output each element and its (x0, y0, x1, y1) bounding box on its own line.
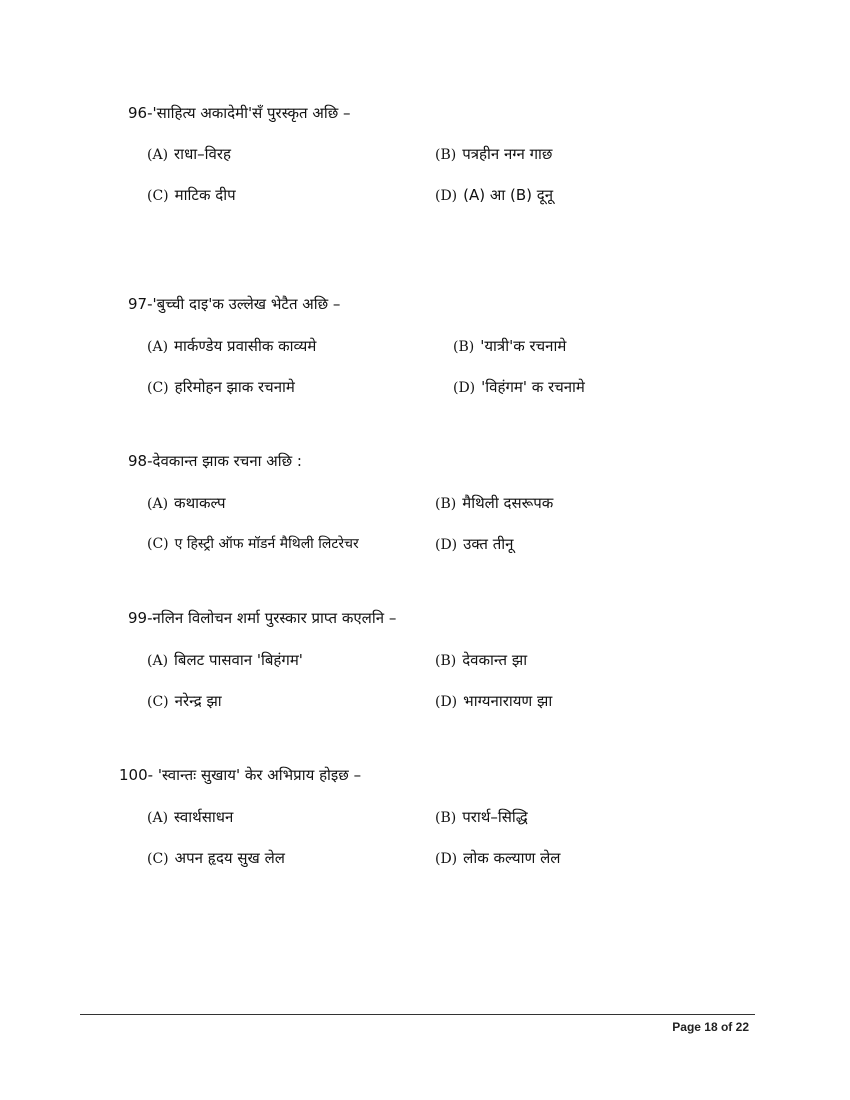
option-text: मार्कण्डेय प्रवासीक काव्यमे (174, 337, 317, 355)
question-text: 'स्वान्तः सुखाय' केर अभिप्राय होइछ – (157, 766, 362, 784)
option-text: देवकान्त झा (462, 651, 528, 669)
option-b (435, 144, 552, 165)
option-c (147, 377, 295, 398)
option-text: (A) आ (B) दूनू (463, 186, 554, 204)
question-number: 97- (128, 295, 153, 313)
option-letter: (A) (147, 339, 169, 355)
option-letter: (B) (435, 810, 457, 826)
question-stem (128, 103, 351, 123)
option-letter: (D) (435, 694, 458, 710)
option-letter: (A) (147, 810, 169, 826)
option-letter: (C) (147, 536, 169, 552)
option-d (435, 534, 514, 555)
option-c (147, 848, 285, 869)
option-letter: (B) (435, 653, 457, 669)
option-c (147, 691, 222, 712)
option-letter: (D) (435, 188, 458, 204)
option-letter: (B) (435, 496, 457, 512)
question-stem (128, 608, 396, 628)
option-text: ए हिस्ट्री ऑफ मॉडर्न मैथिली लिटरेचर (174, 536, 359, 552)
option-text: 'यात्री'क रचनामे (480, 337, 567, 355)
option-text: हरिमोहन झाक रचनामे (174, 378, 295, 396)
option-letter: (C) (147, 380, 169, 396)
page-number: Page 18 of 22 (672, 1020, 749, 1034)
option-text: लोक कल्याण लेल (463, 849, 561, 867)
question-number: 100- (119, 766, 154, 784)
option-letter: (D) (435, 851, 458, 867)
option-text: भाग्यनारायण झा (463, 692, 553, 710)
question-text: देवकान्त झाक रचना अछि : (152, 452, 302, 470)
option-b (435, 650, 527, 671)
option-letter: (D) (435, 537, 458, 553)
option-a (147, 493, 226, 514)
option-letter: (B) (453, 339, 475, 355)
option-text: मैथिली दसरूपक (462, 494, 554, 512)
option-c (147, 534, 359, 554)
option-letter: (C) (147, 188, 169, 204)
option-b (435, 493, 553, 514)
option-text: परार्थ–सिद्धि (462, 808, 528, 826)
option-letter: (A) (147, 147, 169, 163)
option-letter: (B) (435, 147, 457, 163)
question-text: 'बुच्ची दाइ'क उल्लेख भेटैत अछि – (152, 295, 341, 313)
option-letter: (A) (147, 496, 169, 512)
question-stem (128, 451, 302, 471)
question-text: नलिन विलोचन शर्मा पुरस्कार प्राप्त कएलनि – (152, 609, 397, 627)
option-d (435, 848, 560, 869)
question-number: 99- (128, 609, 153, 627)
option-text: कथाकल्प (174, 494, 226, 512)
footer-divider (80, 1014, 755, 1015)
option-text: अपन हृदय सुख लेल (174, 849, 285, 867)
option-text: नरेन्द्र झा (174, 692, 222, 710)
question-number: 98- (128, 452, 153, 470)
option-text: स्वार्थसाधन (174, 808, 234, 826)
option-text: 'विहंगम' क रचनामे (481, 378, 585, 396)
option-d (435, 691, 552, 712)
option-a (147, 807, 233, 828)
option-b (435, 807, 528, 828)
option-text: माटिक दीप (174, 186, 236, 204)
option-d (435, 185, 553, 206)
option-text: बिलट पासवान 'बिहंगम' (174, 651, 303, 669)
option-text: पत्रहीन नग्न गाछ (462, 145, 553, 163)
option-letter: (C) (147, 694, 169, 710)
option-c (147, 185, 236, 206)
option-text: उक्त तीनू (463, 535, 514, 553)
option-a (147, 144, 231, 165)
option-d (453, 377, 585, 398)
question-text: 'साहित्य अकादेमी'सँ पुरस्कृत अछि – (152, 104, 351, 122)
option-a (147, 336, 316, 357)
question-stem (128, 294, 340, 314)
option-b (453, 336, 566, 357)
option-letter: (C) (147, 851, 169, 867)
option-letter: (D) (453, 380, 476, 396)
option-a (147, 650, 303, 671)
option-letter: (A) (147, 653, 169, 669)
question-number: 96- (128, 104, 153, 122)
option-text: राधा–विरह (174, 145, 232, 163)
question-stem (119, 765, 361, 785)
